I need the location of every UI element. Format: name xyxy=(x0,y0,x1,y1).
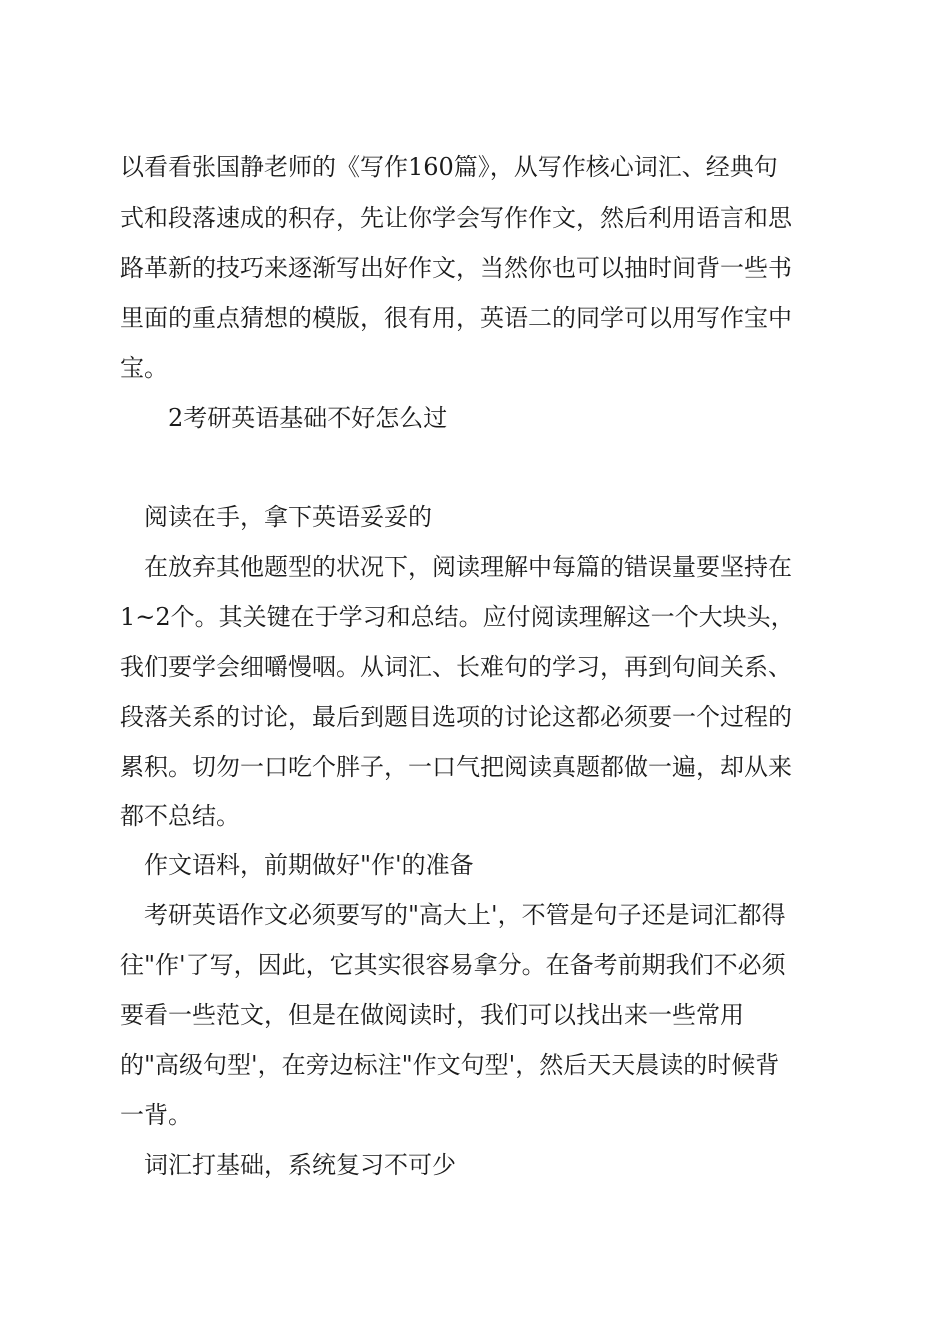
paragraph-line-9: 段落关系的讨论，最后到题目选项的讨论这都必须要一个过程的 xyxy=(120,703,792,731)
paragraph-line-8: 我们要学会细嚼慢咽。从词汇、长难句的学习，再到句间关系、 xyxy=(120,653,792,681)
paragraph-line-14: 要看一些范文，但是在做阅读时，我们可以找出来一些常用 xyxy=(120,1001,744,1029)
paragraph-line-2: 式和段落速成的积存，先让你学会写作作文，然后利用语言和思 xyxy=(120,204,792,232)
paragraph-line-4: 里面的重点猜想的模版，很有用，英语二的同学可以用写作宝中 xyxy=(120,304,792,332)
paragraph-line-11: 都不总结。 xyxy=(120,802,240,830)
paragraph-line-1: 以看看张国静老师的《写作160篇》，从写作核心词汇、经典句 xyxy=(120,153,778,181)
paragraph-line-5: 宝。 xyxy=(120,354,168,382)
subheading-vocabulary: 词汇打基础，系统复习不可少 xyxy=(144,1151,456,1179)
subheading-writing: 作文语料，前期做好"作'的准备 xyxy=(144,851,474,879)
paragraph-line-13: 往"作'了写，因此，它其实很容易拿分。在备考前期我们不必须 xyxy=(120,951,786,979)
paragraph-line-12: 考研英语作文必须要写的"高大上'，不管是句子还是词汇都得 xyxy=(144,901,786,929)
paragraph-line-16: 一背。 xyxy=(120,1101,192,1129)
paragraph-line-10: 累积。切勿一口吃个胖子，一口气把阅读真题都做一遍，却从来 xyxy=(120,753,792,781)
paragraph-line-15: 的"高级句型'，在旁边标注"作文句型'，然后天天晨读的时候背 xyxy=(120,1051,780,1079)
paragraph-line-6: 在放弃其他题型的状况下，阅读理解中每篇的错误量要坚持在 xyxy=(144,553,792,581)
section-heading: 2考研英语基础不好怎么过 xyxy=(168,404,448,432)
paragraph-line-3: 路革新的技巧来逐渐写出好作文，当然你也可以抽时间背一些书 xyxy=(120,254,792,282)
subheading-reading: 阅读在手，拿下英语妥妥的 xyxy=(144,503,432,531)
paragraph-line-7: 1~2个。其关键在于学习和总结。应付阅读理解这一个大块头， xyxy=(120,603,795,631)
